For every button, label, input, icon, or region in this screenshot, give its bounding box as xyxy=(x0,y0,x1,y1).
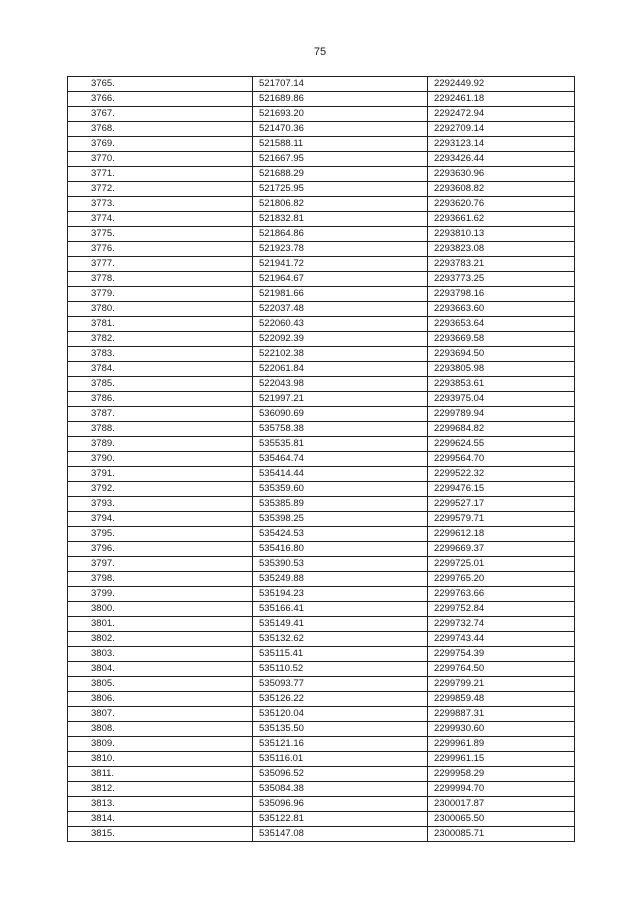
y-coordinate-cell: 2299799.21 xyxy=(428,677,575,692)
y-coordinate-cell: 2299476.15 xyxy=(428,482,575,497)
point-number-cell: 3814. xyxy=(68,812,253,827)
point-number-cell: 3787. xyxy=(68,407,253,422)
table-row xyxy=(68,482,575,497)
point-number-cell: 3797. xyxy=(68,557,253,572)
table-row xyxy=(68,467,575,482)
table-row xyxy=(68,167,575,182)
table-row xyxy=(68,692,575,707)
table-row xyxy=(68,527,575,542)
y-coordinate-cell: 2299725.01 xyxy=(428,557,575,572)
table-row xyxy=(68,137,575,152)
point-number-cell: 3784. xyxy=(68,362,253,377)
table-row xyxy=(68,377,575,392)
x-coordinate-cell: 535132.62 xyxy=(253,632,428,647)
point-number-cell: 3813. xyxy=(68,797,253,812)
point-number-cell: 3803. xyxy=(68,647,253,662)
x-coordinate-cell: 535359.60 xyxy=(253,482,428,497)
page-number: 75 xyxy=(313,46,327,58)
table-row xyxy=(68,602,575,617)
x-coordinate-cell: 535084.38 xyxy=(253,782,428,797)
y-coordinate-cell: 2299859.48 xyxy=(428,692,575,707)
y-coordinate-cell: 2293620.76 xyxy=(428,197,575,212)
y-coordinate-cell: 2299764.50 xyxy=(428,662,575,677)
x-coordinate-cell: 521964.67 xyxy=(253,272,428,287)
point-number-cell: 3791. xyxy=(68,467,253,482)
table-row xyxy=(68,512,575,527)
x-coordinate-cell: 521470.36 xyxy=(253,122,428,137)
y-coordinate-cell: 2299684.82 xyxy=(428,422,575,437)
point-number-cell: 3800. xyxy=(68,602,253,617)
x-coordinate-cell: 535149.41 xyxy=(253,617,428,632)
x-coordinate-cell: 535758.38 xyxy=(253,422,428,437)
y-coordinate-cell: 2299958.29 xyxy=(428,767,575,782)
table-row xyxy=(68,197,575,212)
x-coordinate-cell: 521707.14 xyxy=(253,77,428,92)
x-coordinate-cell: 535126.22 xyxy=(253,692,428,707)
y-coordinate-cell: 2293694.50 xyxy=(428,347,575,362)
y-coordinate-cell: 2299752.84 xyxy=(428,602,575,617)
y-coordinate-cell: 2292449.92 xyxy=(428,77,575,92)
point-number-cell: 3776. xyxy=(68,242,253,257)
point-number-cell: 3778. xyxy=(68,272,253,287)
y-coordinate-cell: 2299994.70 xyxy=(428,782,575,797)
table-row xyxy=(68,782,575,797)
x-coordinate-cell: 535535.81 xyxy=(253,437,428,452)
point-number-cell: 3805. xyxy=(68,677,253,692)
x-coordinate-cell: 522060.43 xyxy=(253,317,428,332)
y-coordinate-cell: 2293630.96 xyxy=(428,167,575,182)
x-coordinate-cell: 535096.96 xyxy=(253,797,428,812)
point-number-cell: 3775. xyxy=(68,227,253,242)
y-coordinate-cell: 2299789.94 xyxy=(428,407,575,422)
point-number-cell: 3798. xyxy=(68,572,253,587)
x-coordinate-cell: 535120.04 xyxy=(253,707,428,722)
x-coordinate-cell: 521923.78 xyxy=(253,242,428,257)
x-coordinate-cell: 521725.95 xyxy=(253,182,428,197)
x-coordinate-cell: 535121.16 xyxy=(253,737,428,752)
table-row xyxy=(68,752,575,767)
x-coordinate-cell: 522043.98 xyxy=(253,377,428,392)
x-coordinate-cell: 535166.41 xyxy=(253,602,428,617)
point-number-cell: 3794. xyxy=(68,512,253,527)
y-coordinate-cell: 2293783.21 xyxy=(428,257,575,272)
point-number-cell: 3770. xyxy=(68,152,253,167)
point-number-cell: 3766. xyxy=(68,92,253,107)
table-row xyxy=(68,572,575,587)
y-coordinate-cell: 2300065.50 xyxy=(428,812,575,827)
table-row xyxy=(68,797,575,812)
table-row xyxy=(68,497,575,512)
point-number-cell: 3769. xyxy=(68,137,253,152)
x-coordinate-cell: 521981.66 xyxy=(253,287,428,302)
table-row xyxy=(68,677,575,692)
table-row xyxy=(68,632,575,647)
table-row xyxy=(68,362,575,377)
point-number-cell: 3765. xyxy=(68,77,253,92)
point-number-cell: 3807. xyxy=(68,707,253,722)
table-row xyxy=(68,647,575,662)
table-row xyxy=(68,107,575,122)
point-number-cell: 3773. xyxy=(68,197,253,212)
table-row xyxy=(68,422,575,437)
table-row xyxy=(68,827,575,842)
y-coordinate-cell: 2292709.14 xyxy=(428,122,575,137)
table-row xyxy=(68,722,575,737)
table-row xyxy=(68,707,575,722)
table-row xyxy=(68,287,575,302)
point-number-cell: 3771. xyxy=(68,167,253,182)
y-coordinate-cell: 2293975.04 xyxy=(428,392,575,407)
point-number-cell: 3777. xyxy=(68,257,253,272)
x-coordinate-cell: 521689.86 xyxy=(253,92,428,107)
y-coordinate-cell: 2293798.16 xyxy=(428,287,575,302)
table-row xyxy=(68,437,575,452)
y-coordinate-cell: 2299527.17 xyxy=(428,497,575,512)
x-coordinate-cell: 521693.20 xyxy=(253,107,428,122)
table-row xyxy=(68,332,575,347)
table-row xyxy=(68,407,575,422)
y-coordinate-cell: 2299669.37 xyxy=(428,542,575,557)
y-coordinate-cell: 2299579.71 xyxy=(428,512,575,527)
point-number-cell: 3792. xyxy=(68,482,253,497)
point-number-cell: 3780. xyxy=(68,302,253,317)
table-row xyxy=(68,557,575,572)
y-coordinate-cell: 2299930.60 xyxy=(428,722,575,737)
point-number-cell: 3782. xyxy=(68,332,253,347)
y-coordinate-cell: 2299522.32 xyxy=(428,467,575,482)
y-coordinate-cell: 2293653.64 xyxy=(428,317,575,332)
point-number-cell: 3786. xyxy=(68,392,253,407)
x-coordinate-cell: 535147.08 xyxy=(253,827,428,842)
point-number-cell: 3772. xyxy=(68,182,253,197)
x-coordinate-cell: 535398.25 xyxy=(253,512,428,527)
x-coordinate-cell: 521864.86 xyxy=(253,227,428,242)
point-number-cell: 3801. xyxy=(68,617,253,632)
table-row xyxy=(68,392,575,407)
table-row xyxy=(68,452,575,467)
x-coordinate-cell: 535464.74 xyxy=(253,452,428,467)
point-number-cell: 3785. xyxy=(68,377,253,392)
coordinates-table xyxy=(67,76,575,842)
y-coordinate-cell: 2293608.82 xyxy=(428,182,575,197)
point-number-cell: 3815. xyxy=(68,827,253,842)
point-number-cell: 3796. xyxy=(68,542,253,557)
table-row xyxy=(68,272,575,287)
y-coordinate-cell: 2293823.08 xyxy=(428,242,575,257)
y-coordinate-cell: 2299961.15 xyxy=(428,752,575,767)
point-number-cell: 3806. xyxy=(68,692,253,707)
x-coordinate-cell: 535135.50 xyxy=(253,722,428,737)
x-coordinate-cell: 535385.89 xyxy=(253,497,428,512)
y-coordinate-cell: 2293426.44 xyxy=(428,152,575,167)
x-coordinate-cell: 535093.77 xyxy=(253,677,428,692)
y-coordinate-cell: 2293810.13 xyxy=(428,227,575,242)
x-coordinate-cell: 535096.52 xyxy=(253,767,428,782)
y-coordinate-cell: 2299961.89 xyxy=(428,737,575,752)
x-coordinate-cell: 521997.21 xyxy=(253,392,428,407)
point-number-cell: 3799. xyxy=(68,587,253,602)
y-coordinate-cell: 2293663.60 xyxy=(428,302,575,317)
y-coordinate-cell: 2293123.14 xyxy=(428,137,575,152)
table-row xyxy=(68,587,575,602)
x-coordinate-cell: 522102.38 xyxy=(253,347,428,362)
point-number-cell: 3795. xyxy=(68,527,253,542)
point-number-cell: 3811. xyxy=(68,767,253,782)
y-coordinate-cell: 2299743.44 xyxy=(428,632,575,647)
table-row xyxy=(68,617,575,632)
x-coordinate-cell: 522092.39 xyxy=(253,332,428,347)
x-coordinate-cell: 535390.53 xyxy=(253,557,428,572)
point-number-cell: 3810. xyxy=(68,752,253,767)
x-coordinate-cell: 535122.81 xyxy=(253,812,428,827)
y-coordinate-cell: 2299564.70 xyxy=(428,452,575,467)
table-row xyxy=(68,347,575,362)
x-coordinate-cell: 535414.44 xyxy=(253,467,428,482)
x-coordinate-cell: 536090.69 xyxy=(253,407,428,422)
y-coordinate-cell: 2299763.66 xyxy=(428,587,575,602)
table-row xyxy=(68,812,575,827)
table-row xyxy=(68,212,575,227)
y-coordinate-cell: 2299754.39 xyxy=(428,647,575,662)
point-number-cell: 3804. xyxy=(68,662,253,677)
table-row xyxy=(68,227,575,242)
point-number-cell: 3802. xyxy=(68,632,253,647)
y-coordinate-cell: 2299765.20 xyxy=(428,572,575,587)
table-row xyxy=(68,122,575,137)
y-coordinate-cell: 2293805.98 xyxy=(428,362,575,377)
y-coordinate-cell: 2299732.74 xyxy=(428,617,575,632)
point-number-cell: 3783. xyxy=(68,347,253,362)
table-row xyxy=(68,542,575,557)
x-coordinate-cell: 522037.48 xyxy=(253,302,428,317)
x-coordinate-cell: 522061.84 xyxy=(253,362,428,377)
table-row xyxy=(68,767,575,782)
y-coordinate-cell: 2293669.58 xyxy=(428,332,575,347)
x-coordinate-cell: 535424.53 xyxy=(253,527,428,542)
y-coordinate-cell: 2293773.25 xyxy=(428,272,575,287)
point-number-cell: 3781. xyxy=(68,317,253,332)
table-row xyxy=(68,317,575,332)
table-row xyxy=(68,182,575,197)
x-coordinate-cell: 521941.72 xyxy=(253,257,428,272)
point-number-cell: 3793. xyxy=(68,497,253,512)
x-coordinate-cell: 535110.52 xyxy=(253,662,428,677)
point-number-cell: 3767. xyxy=(68,107,253,122)
table-row xyxy=(68,737,575,752)
x-coordinate-cell: 535194.23 xyxy=(253,587,428,602)
table-row xyxy=(68,257,575,272)
x-coordinate-cell: 521588.11 xyxy=(253,137,428,152)
x-coordinate-cell: 535116.01 xyxy=(253,752,428,767)
x-coordinate-cell: 535115.41 xyxy=(253,647,428,662)
table-row xyxy=(68,242,575,257)
table-row xyxy=(68,662,575,677)
point-number-cell: 3779. xyxy=(68,287,253,302)
point-number-cell: 3774. xyxy=(68,212,253,227)
x-coordinate-cell: 535249.88 xyxy=(253,572,428,587)
x-coordinate-cell: 521688.29 xyxy=(253,167,428,182)
table-row xyxy=(68,152,575,167)
y-coordinate-cell: 2292461.18 xyxy=(428,92,575,107)
y-coordinate-cell: 2292472.94 xyxy=(428,107,575,122)
table-row xyxy=(68,302,575,317)
x-coordinate-cell: 521832.81 xyxy=(253,212,428,227)
point-number-cell: 3768. xyxy=(68,122,253,137)
table-row xyxy=(68,77,575,92)
table-row xyxy=(68,92,575,107)
coordinates-table-body xyxy=(68,77,575,842)
x-coordinate-cell: 521806.82 xyxy=(253,197,428,212)
y-coordinate-cell: 2299887.31 xyxy=(428,707,575,722)
y-coordinate-cell: 2293853.61 xyxy=(428,377,575,392)
y-coordinate-cell: 2300085.71 xyxy=(428,827,575,842)
y-coordinate-cell: 2293661.62 xyxy=(428,212,575,227)
point-number-cell: 3812. xyxy=(68,782,253,797)
y-coordinate-cell: 2299624.55 xyxy=(428,437,575,452)
point-number-cell: 3790. xyxy=(68,452,253,467)
y-coordinate-cell: 2299612.18 xyxy=(428,527,575,542)
x-coordinate-cell: 535416.80 xyxy=(253,542,428,557)
y-coordinate-cell: 2300017.87 xyxy=(428,797,575,812)
point-number-cell: 3808. xyxy=(68,722,253,737)
point-number-cell: 3788. xyxy=(68,422,253,437)
point-number-cell: 3789. xyxy=(68,437,253,452)
point-number-cell: 3809. xyxy=(68,737,253,752)
x-coordinate-cell: 521667.95 xyxy=(253,152,428,167)
